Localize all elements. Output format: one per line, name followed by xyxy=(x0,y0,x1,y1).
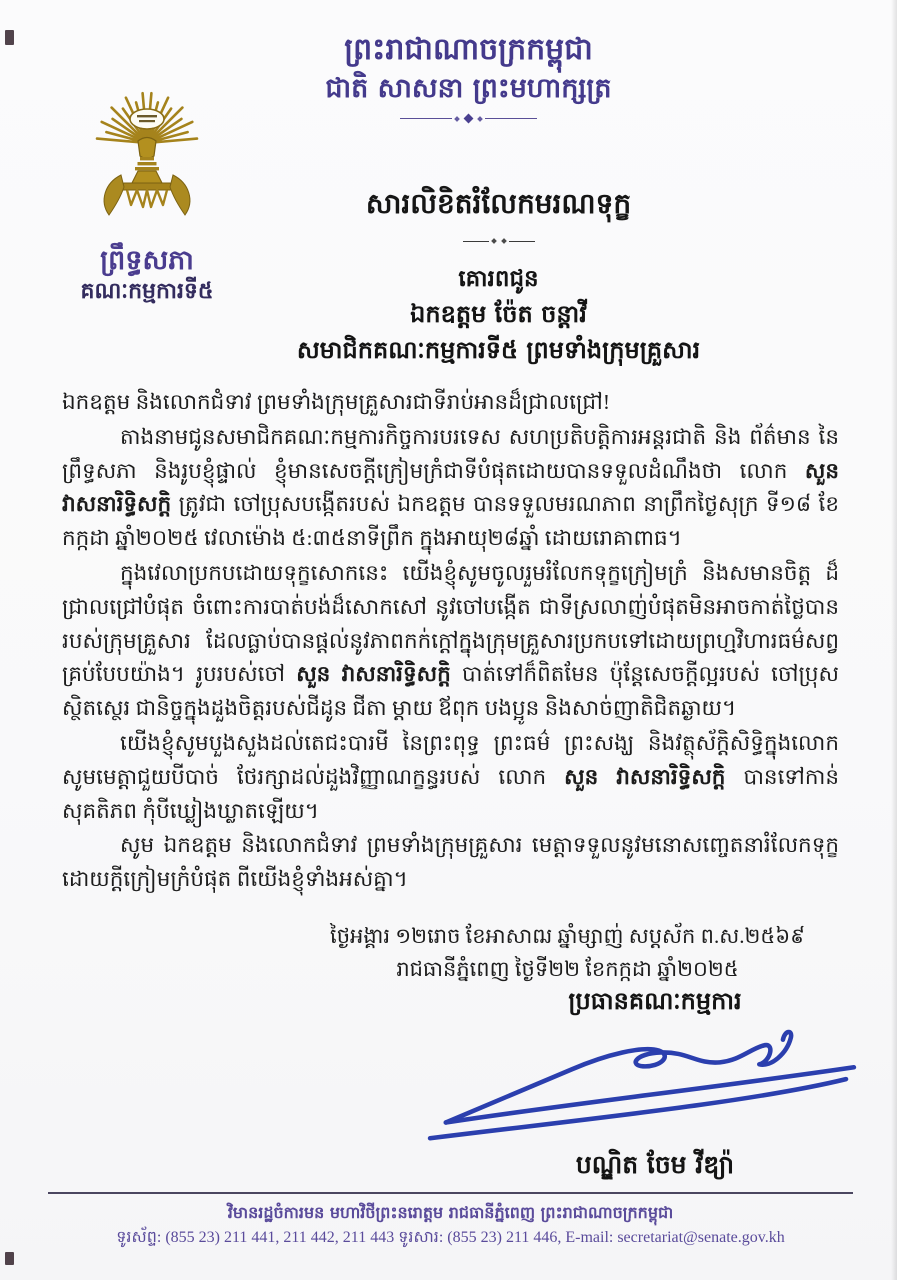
scan-edge-shade xyxy=(891,0,897,1280)
kingdom-motto-line2: ជាតិ សាសនា ព្រះមហាក្សត្រ xyxy=(325,73,612,104)
gregorian-date: រាជធានីភ្នំពេញ ថ្ងៃទី២២ ខែកក្កដា ឆ្នាំ២០២៥ xyxy=(396,957,739,981)
page-footer xyxy=(48,1192,853,1251)
salute-heading: គោរពជូន xyxy=(458,266,539,292)
addressee-role: សមាជិកគណៈកម្មការទី៥ ព្រមទាំងក្រុមគ្រួសារ xyxy=(296,336,701,364)
lunar-date: ថ្ងៃអង្គារ ១២រោច ខែអាសាឍ ឆ្នាំម្សាញ់ សប្តស័ក ព.ស.២៥៦៩ xyxy=(330,924,805,948)
footer-contacts: ទូរស័ព្ទ: (855 23) 211 441, 211 442, 211 443 ទូរសារ: (855 23) 211 446, E-mail: secretariat@senate.gov.kh xyxy=(116,1229,785,1246)
body-paragraph: យើងខ្ញុំសូមបួងសួងដល់តេជះបារមី នៃព្រះពុទ្ធ ព្រះធម៌ ព្រះសង្ឃ និងវត្ថុស័ក្តិសិទ្ធិក្នុងលោក សូមមេត្តាជួយបីបាច់ ថែរក្សាដល់ដួងវិញ្ញាណក្ខន្ធរបស់ លោក សួន វាសនារិទ្ធិសក្តិ បានទៅកាន់សុគតិភព កុំបីឃ្លៀងឃ្លាតឡើយ។ xyxy=(62,730,839,823)
letter-title: សារលិខិតរំលែកមរណទុក្ខ xyxy=(365,187,632,220)
date-block xyxy=(285,920,850,986)
letter-body xyxy=(62,386,839,898)
signer-title: ប្រធានគណៈកម្មការ xyxy=(568,987,742,1015)
kingdom-motto-line1: ព្រះរាជាណាចក្រកម្ពុជា xyxy=(344,32,593,67)
body-paragraph: ឯកឧត្តម និងលោកជំទាវ ព្រមទាំងក្រុមគ្រួសារជាទីរាប់អានដ៏ជ្រាលជ្រៅ! xyxy=(62,390,611,414)
body-paragraph: តាងនាមជូនសមាជិកគណៈកម្មការកិច្ចការបរទេស សហប្រតិបត្តិការអន្តរជាតិ និង ព័ត៌មាន នៃព្រឹទ្ធសភា និងរូបខ្ញុំផ្ទាល់ ខ្ញុំមានសេចក្តីក្រៀមក្រំជាទីបំផុតដោយបានទទួលដំណឹងថា លោក សួន វាសនារិទ្ធិសក្តិ ត្រូវជា ចៅប្រុសបង្កើតរបស់ ឯកឧត្តម បានទទួលមរណភាព នាព្រឹកថ្ងៃសុក្រ ទី១៨ ខែកក្កដា ឆ្នាំ២០២៥ វេលាម៉ោង ៥:៣៥នាទីព្រឹក ក្នុងអាយុ២៨ឆ្នាំ ដោយរោគាពាធ។ xyxy=(62,424,839,551)
title-divider xyxy=(120,230,877,243)
commission-label: គណៈកម្មការទី៥ xyxy=(80,279,214,304)
salutation-block xyxy=(120,262,877,368)
body-paragraph: សូម ឯកឧត្តម និងលោកជំទាវ ព្រមទាំងក្រុមគ្រួសារ មេត្តាទទួលនូវមនោសញ្ចេតនារំលែកទុក្ខ ដោយក្តីក្រៀមក្រំបំផុត ពីយើងខ្ញុំទាំងអស់គ្នា។ xyxy=(62,833,839,892)
scan-corner-mark xyxy=(5,1252,14,1265)
addressee-name: ឯកឧត្តម ច៉ែត ចន្ដាវី xyxy=(410,300,587,328)
signature-scribble xyxy=(418,1018,864,1156)
scan-corner-mark xyxy=(5,30,14,45)
signer-name: បណ្ឌិត ចែម វីឌ្យ៉ា xyxy=(575,1150,735,1179)
institution-label: ព្រឹទ្ធសភា xyxy=(100,245,194,276)
footer-address: វិមានរដ្ឋចំការមន មហាវិថីព្រះនរោត្តម រាជធានីភ្នំពេញ ព្រះរាជាណាចក្រកម្ពុជា xyxy=(227,1203,674,1222)
body-paragraph: ក្នុងវេលាប្រកបដោយទុក្ខសោកនេះ យើងខ្ញុំសូមចូលរួមរំលែកទុក្ខក្រៀមក្រំ និងសមានចិត្ត ដ៏ជ្រាលជ្រៅបំផុត ចំពោះការបាត់បង់ដ៏សោកសៅ នូវចៅបង្កើត ជាទីស្រលាញ់បំផុតមិនអាចកាត់ថ្លៃបាន របស់ក្រុមគ្រួសារ ដែលធ្លាប់បានផ្តល់នូវភាពកក់ក្តៅក្នុងក្រុមគ្រួសារប្រកបទៅដោយព្រហ្មវិហារធម៌សព្វ គ្រប់បែបយ៉ាង។ រូបរបស់ចៅ សួន វាសនារិទ្ធិសក្តិ បាត់ទៅក៏ពិតមែន ប៉ុន្តែសេចក្តីល្អរបស់ ចៅប្រុស ស្ថិតស្ថេរ ជានិច្ចក្នុងដួងចិត្តរបស់ជីដូន ជីតា ម្តាយ ឪពុក បងប្អូន និងសាច់ញាតិជិតឆ្ងាយ។ xyxy=(62,560,839,721)
